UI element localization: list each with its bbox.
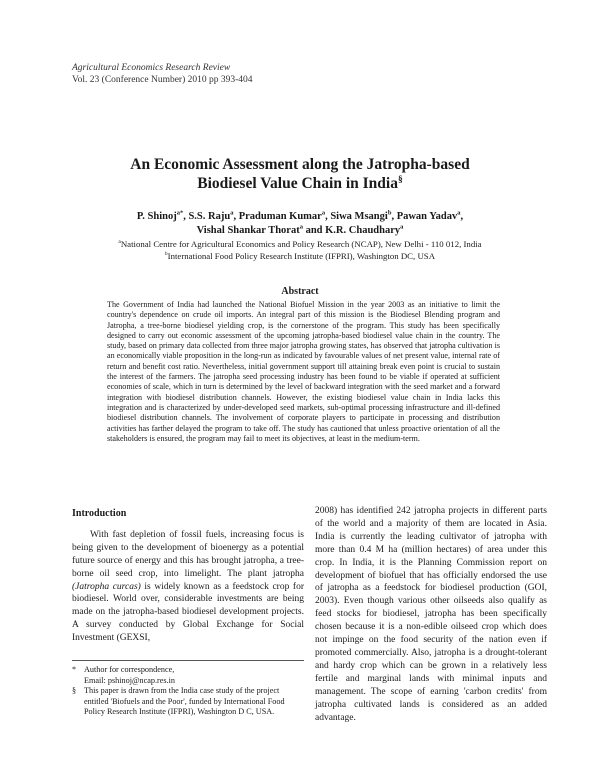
footnote-mark: *	[72, 665, 77, 674]
author-sup: a*	[176, 209, 184, 217]
footnote-email: Email: pshinoj@ncap.res.in	[84, 675, 175, 685]
author-name: P. Shinoj	[136, 211, 177, 222]
intro-text-part-2: is widely known as a feedstock crop for biodiesel. World over, considerable investments are being made on the jatropha-based biodiesel development projects. A survey conducted by Global Exchange for Social Investment (GEXSI,	[72, 581, 304, 644]
author-sup: a	[230, 209, 234, 217]
introduction-heading: Introduction	[72, 508, 127, 519]
affiliation-text: International Food Policy Research Institute (IFPRI), Washington DC, USA	[167, 250, 436, 261]
author-sup: a	[457, 209, 461, 217]
intro-text-part-1: With fast depletion of fossil fuels, increasing focus is being given to the development of bioenergy as a potential future source of energy and this has brought jatropha, a tree-borne oil seed crop, into limelight. The plant jatropha	[72, 529, 304, 579]
author-sup: b	[387, 209, 392, 217]
footnote-mark	[72, 676, 84, 687]
introduction-paragraph-continued: 2008) has identified 242 jatropha projects in different parts of the world and a majority of them are located in Asia. India is currently the leading cultivator of jatropha with more than 0.4 M ha (million hectares) of area under this crop. In India, it is the Planning Commission report on development of biofuel that has officially endorsed the use of jatropha as a feedstock for biodiesel production (GOI, 2003). Even though various other oilseeds also qualify as feed stocks for biodiesel, jatropha has been specifically chosen because it is a non-edible oilseed crop which does not impinge on the food security of the nation even if promoted commercially. Also, jatropha is a drought-tolerant and hardy crop which can be grown in a relatively less fertile and marginal lands with minimal inputs and management. The scope of earning 'carbon credits' from jatropha cultivated lands is considered as an added advantage.	[315, 506, 547, 723]
footnote-divider	[72, 660, 304, 661]
footnote-item	[72, 665, 304, 676]
author-sep: ,	[391, 211, 397, 222]
author-name: Praduman Kumar	[238, 211, 322, 222]
author-name: Siwa Msangi	[330, 211, 388, 222]
author-sup: a	[299, 223, 303, 231]
title-line-2	[60, 174, 540, 193]
footnote-text: Author for correspondence,	[84, 665, 175, 674]
introduction-paragraph	[72, 529, 304, 645]
title-line-1: An Economic Assessment along the Jatropha-based	[130, 156, 470, 173]
volume-line: Vol. 23 (Conference Number) 2010 pp 393-404	[72, 75, 253, 85]
introduction-left-column	[72, 508, 304, 645]
affiliation-sup: a	[118, 239, 121, 246]
introduction-right-column	[315, 505, 547, 724]
journal-name: Agricultural Economics Research Review	[72, 63, 231, 73]
affiliation-item	[40, 239, 560, 251]
author-sep: ,	[183, 211, 189, 222]
intro-species-name: (Jatropha curcas)	[72, 581, 141, 592]
author-name: S.S. Raju	[188, 211, 231, 222]
footnote-item	[72, 686, 304, 718]
title-line-2-text: Biodiesel Value Chain in India	[197, 175, 398, 192]
author-sep: ,	[460, 211, 464, 222]
abstract-body: The Government of India had launched the National Biofuel Mission in the year 2003 as an initiative to limit the country's dependence on crude oil imports. An integral part of this mission is the Biodiesel Blending program and Jatropha, a tree-borne biodiesel yielding crop, is the cornerstone of the program. This study has been specifically designed to carry out economic assessment of the upcoming jatropha-based biodiesel value chain in the country. The study, based on primary data collected from three major jatropha growing states, has observed that jatropha cultivation is an economically viable proposition in the long-run as indicated by favourable values of net present value, internal rate of return and benefit cost ratio. Nevertheless, initial government support till attaining break even point is crucial to sustain the interest of the farmers. The jatropha seed processing industry has been found to be viable if operated at sufficient economies of scale, which in turn is determined by the level of backward integration with the seed market and a forward integration with biodiesel distribution channels. However, the existing biodiesel value chain in India lacks this integration and is characterized by under-developed seed markets, sub-optimal processing infrastructure and ill-defined biodiesel distribution channels. The involvement of corporate players to participate in processing and distribution activities has farther delayed the program to take off. The study has cautioned that unless proactive orientation of all the stakeholders is ensured, the program may fail to meet its objectives, at least in the medium-term.	[107, 300, 500, 443]
author-line-1	[60, 210, 540, 224]
author-name: K.R. Chaudhary	[325, 225, 401, 236]
author-name: Pawan Yadav	[396, 211, 458, 222]
paper-title	[60, 155, 540, 193]
author-sep: ,	[233, 211, 239, 222]
journal-header	[72, 62, 253, 86]
footnotes	[72, 665, 304, 718]
author-line-2	[60, 224, 540, 238]
footnote-text: This paper is drawn from the India case study of the project entitled 'Biofuels and the Poor', funded by International Food Policy Research Institute (IFPRI), Washington D C, USA.	[84, 686, 285, 717]
footnote-mark: §	[72, 686, 77, 696]
author-sep: and	[302, 225, 326, 236]
footnote-item	[72, 676, 304, 687]
affiliation-item	[40, 251, 560, 263]
author-sep: ,	[325, 211, 331, 222]
affiliations	[40, 239, 560, 262]
author-name: Vishal Shankar Thorat	[196, 225, 300, 236]
affiliation-sup: b	[164, 250, 168, 257]
author-list	[60, 210, 540, 238]
abstract-heading: Abstract	[281, 286, 319, 297]
author-sup: a	[321, 209, 326, 217]
author-sup: a	[400, 223, 404, 231]
affiliation-text: National Centre for Agricultural Economics and Policy Research (NCAP), New Delhi - 110 012, India	[120, 239, 482, 249]
title-mark: §	[397, 173, 403, 185]
